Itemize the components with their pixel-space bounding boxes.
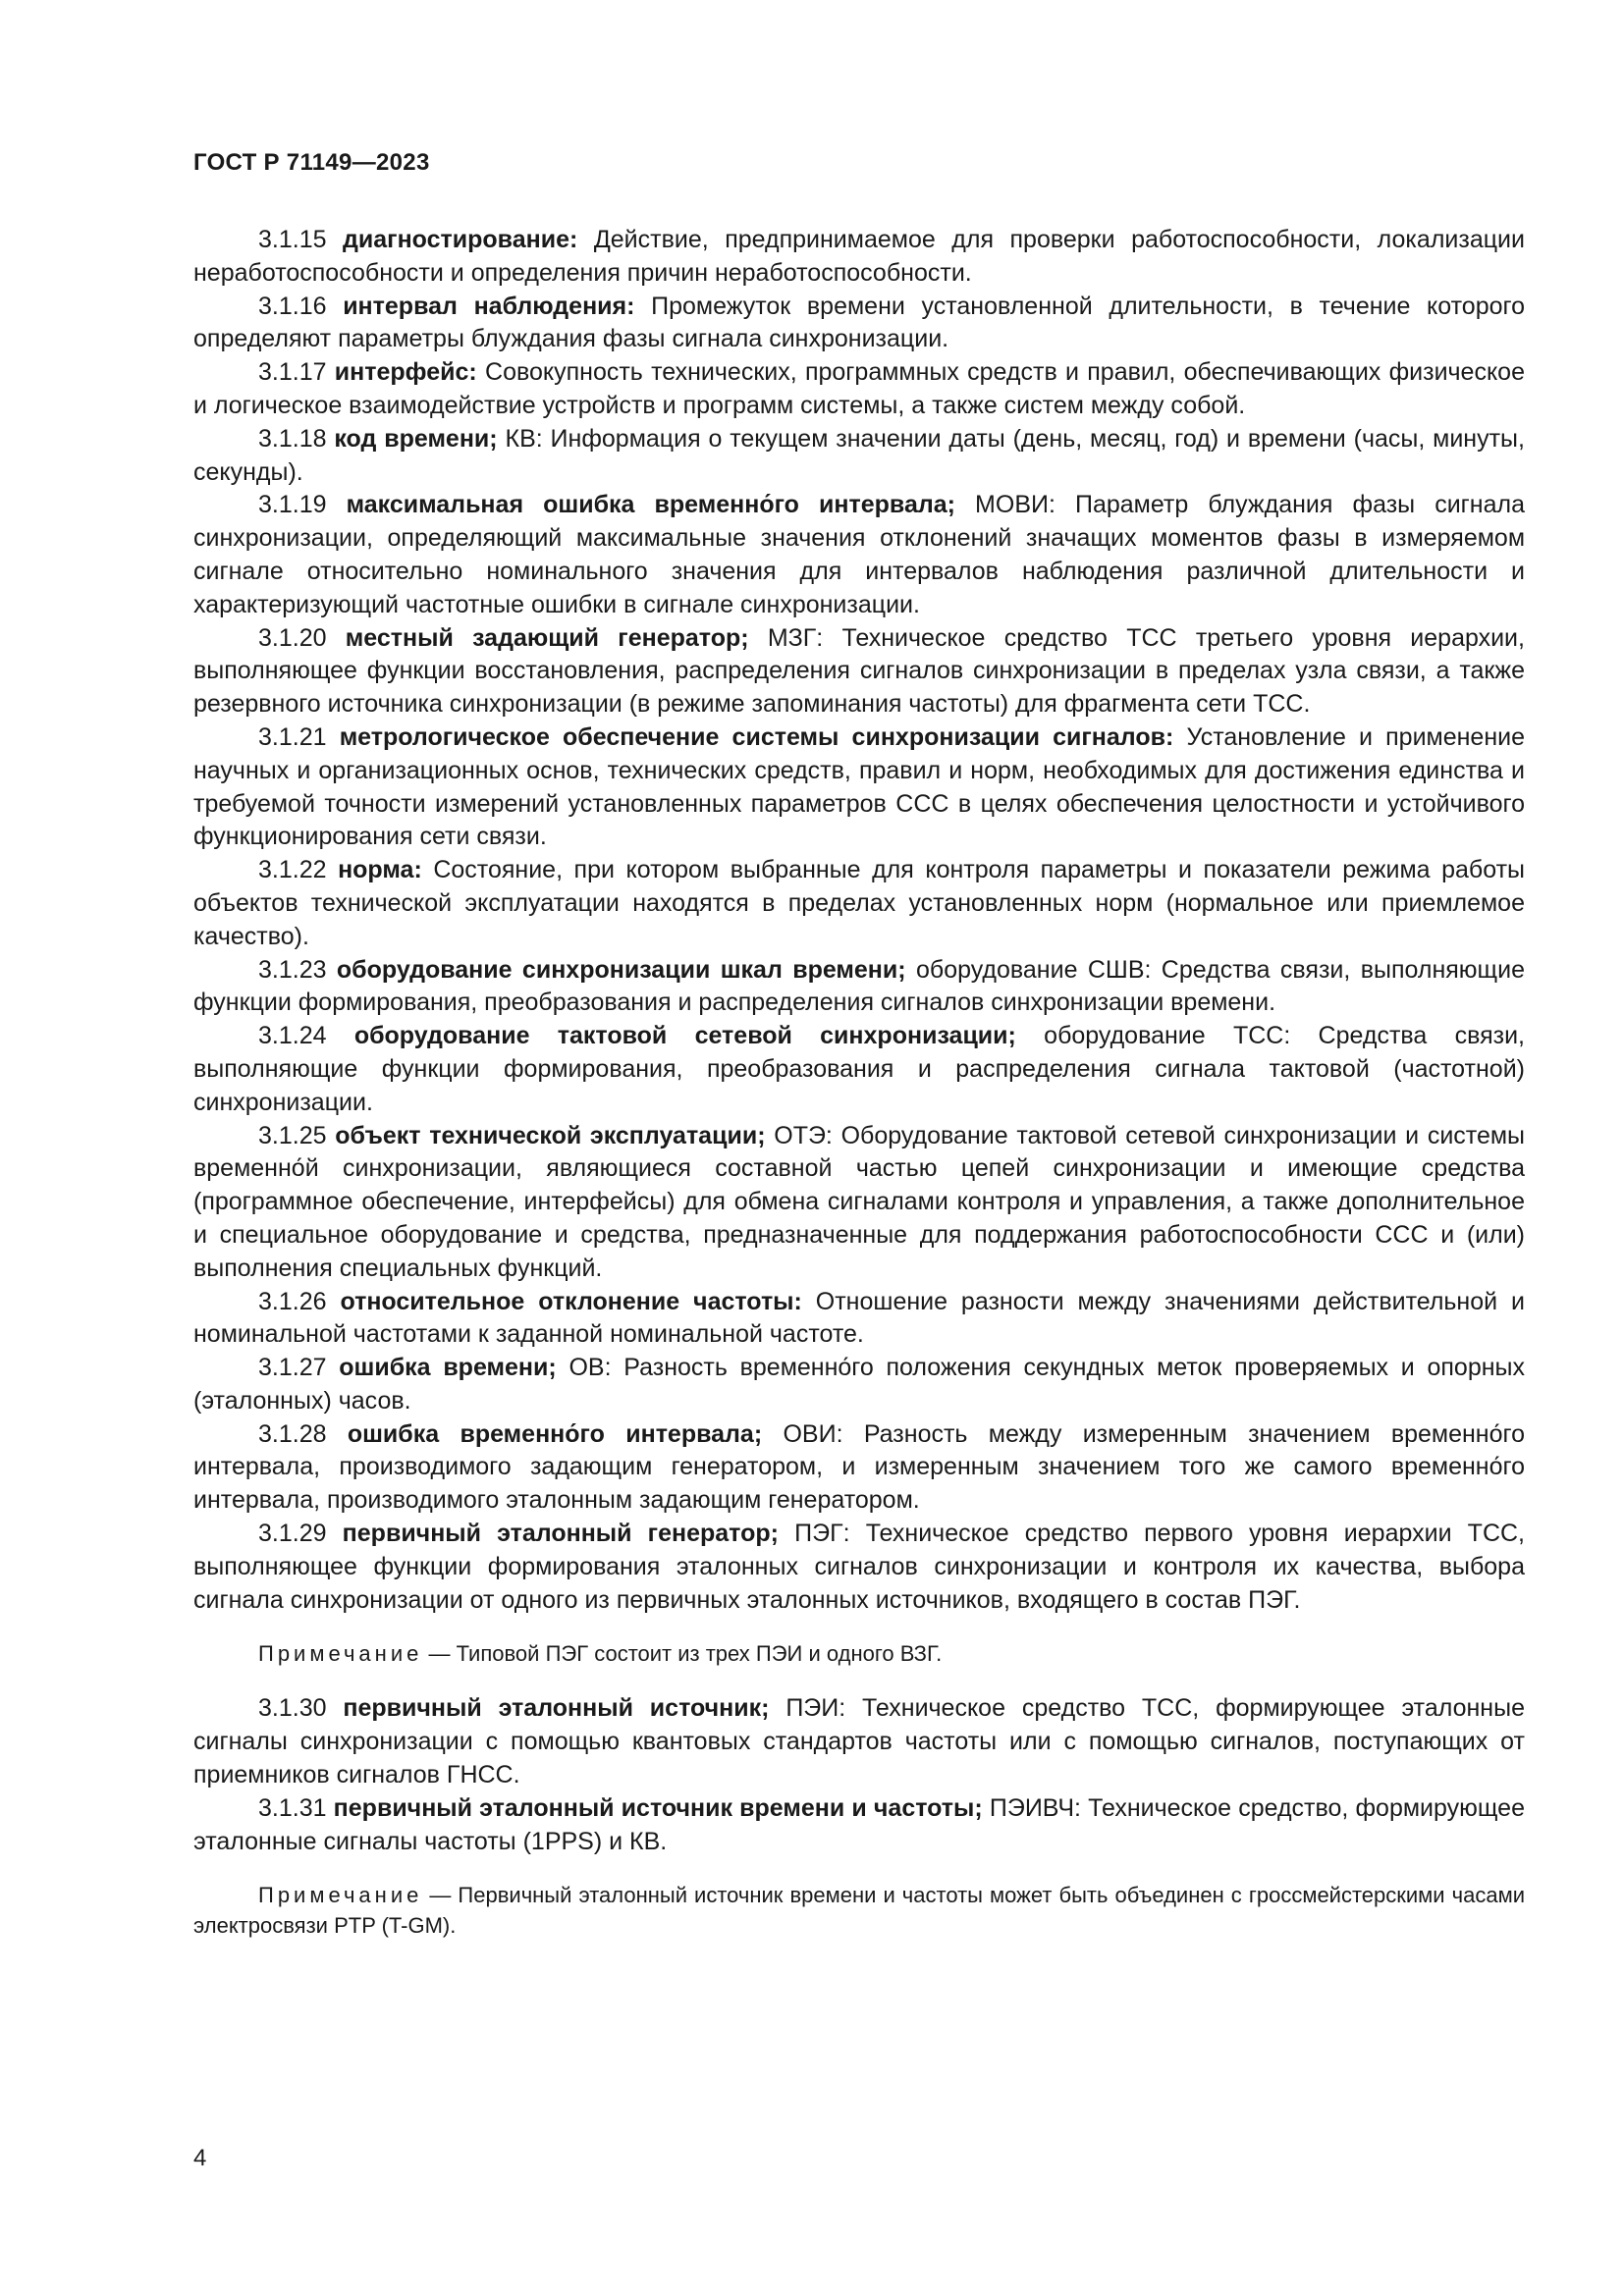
note-text: — Типовой ПЭГ состоит из трех ПЭИ и одного ВЗГ.: [428, 1641, 943, 1667]
definition-term: диагностирование:: [343, 226, 578, 253]
document-id: ГОСТ Р 71149—2023: [193, 149, 430, 176]
definition-number: 3.1.21: [258, 722, 327, 751]
definition-text: Совокупность технических, программных средств и правил, обеспечивающих физическое и логическое взаимодействие устройств и программ системы, а также систем между собой.: [193, 358, 1525, 419]
definition-term: метрологическое обеспечение системы синхронизации сигналов:: [339, 722, 1174, 751]
definition-term: ошибка времени;: [339, 1354, 557, 1382]
definition-term: относительное отклонение частоты:: [340, 1287, 802, 1315]
definition-text: КВ: Информация о текущем значении даты (день, месяц, год) и времени (часы, минуты, секунды).: [193, 424, 1525, 486]
definition-text: МОВИ: Параметр блуждания фазы сигнала синхронизации, определяющий максимальные значения отклонений значащих моментов фазы в измеряемом сигнале относительно номинального значения для интервалов наблюдения различной длительности и характеризующий частотные ошибки в сигнале синхронизации.: [193, 491, 1525, 618]
definition-text: оборудование ТСС: Средства связи, выполняющие функции формирования, преобразования и распределения сигнала тактовой (частотной) синхронизации.: [193, 1022, 1526, 1116]
definition-text: Отношение разности между значениями действительной и номинальной частотами к заданной номинальной частоте.: [193, 1287, 1525, 1349]
definition-term: код времени;: [334, 424, 498, 453]
definition-3-1-23: [193, 954, 1525, 1021]
definition-term: оборудование синхронизации шкал времени;: [336, 955, 906, 984]
definition-number: 3.1.27: [258, 1354, 327, 1382]
definition-3-1-30: [193, 1692, 1525, 1791]
definition-term: оборудование тактовой сетевой синхронизации;: [353, 1022, 1016, 1050]
definition-number: 3.1.20: [258, 623, 327, 652]
definition-number: 3.1.17: [258, 358, 327, 387]
definition-text: Действие, предпринимаемое для проверки работоспособности, локализации неработоспособности и определения причин неработоспособности.: [193, 226, 1525, 287]
definition-text: оборудование СШВ: Средства связи, выполняющие функции формирования, преобразования и распределения сигналов синхронизации времени.: [193, 955, 1525, 1017]
note-text: — Первичный эталонный источник времени и частоты может быть объединен с гроссмейстерскими часами электросвязи PTP (T-GM).: [193, 1883, 1525, 1939]
definition-number: 3.1.25: [258, 1121, 327, 1149]
definition-term: максимальная ошибка временно́го интервала;: [346, 491, 955, 519]
definition-text: Промежуток времени установленной длительности, в течение которого определяют параметры блуждания фазы сигнала синхронизации.: [193, 292, 1525, 353]
definition-3-1-15: [193, 224, 1525, 291]
definition-3-1-22: [193, 854, 1525, 953]
definition-number: 3.1.16: [258, 292, 327, 320]
note-label: Примечание: [258, 1641, 423, 1667]
definition-text: ОТЭ: Оборудование тактовой сетевой синхронизации и системы временно́й синхронизации, являющиеся составной частью цепей синхронизации и имеющие средства (программное обеспечение, интерфейсы) для обмена сигналами контроля и управления, а также дополнительное и специальное оборудование и средства, предназначенные для поддержания работоспособности ССС и (или) выполнения специальных функций.: [193, 1121, 1526, 1282]
definition-3-1-26: [193, 1286, 1525, 1353]
definition-number: 3.1.29: [258, 1520, 327, 1548]
definition-text: ОВ: Разность временно́го положения секундных меток проверяемых и опорных (эталонных) часов.: [193, 1354, 1525, 1415]
note-2: [193, 1880, 1525, 1941]
definition-3-1-19: [193, 489, 1525, 621]
definition-3-1-18: [193, 423, 1525, 490]
definition-term: норма:: [338, 856, 422, 884]
definition-text: Состояние, при котором выбранные для контроля параметры и показатели режима работы объектов технической эксплуатации находятся в пределах установленных норм (нормальное или приемлемое качество).: [193, 856, 1525, 950]
note-1: [193, 1638, 1525, 1669]
definition-term: первичный эталонный источник;: [343, 1694, 770, 1723]
definition-3-1-17: [193, 356, 1525, 423]
definition-number: 3.1.24: [258, 1022, 327, 1050]
definition-number: 3.1.26: [258, 1287, 327, 1315]
definition-term: интерфейс:: [334, 358, 477, 387]
definition-3-1-27: [193, 1352, 1525, 1418]
definition-3-1-29: [193, 1518, 1525, 1617]
definition-text: ПЭИВЧ: Техническое средство, формирующее эталонные сигналы частоты (1PPS) и КВ.: [193, 1793, 1525, 1855]
definition-text: Установление и применение научных и организационных основ, технических средств, правил и норм, необходимых для достижения единства и требуемой точности измерений установленных параметров ССС в целях обеспечения целостности и устойчивого функционирования сети связи.: [193, 722, 1526, 851]
page-number: 4: [193, 2145, 207, 2171]
definition-number: 3.1.22: [258, 856, 327, 884]
definition-number: 3.1.31: [258, 1793, 327, 1822]
definition-3-1-28: [193, 1418, 1525, 1518]
definition-term: первичный эталонный генератор;: [342, 1520, 779, 1548]
note-label: Примечание: [258, 1883, 423, 1908]
definition-number: 3.1.15: [258, 226, 327, 253]
definition-number: 3.1.28: [258, 1419, 327, 1448]
definition-term: ошибка временно́го интервала;: [347, 1419, 763, 1448]
definition-text: ПЭИ: Техническое средство ТСС, формирующее эталонные сигналы синхронизации с помощью квантовых стандартов частоты или с помощью сигналов, поступающих от приемников сигналов ГНСС.: [193, 1694, 1525, 1789]
definition-text: ОВИ: Разность между измеренным значением временно́го интервала, производимого задающим генератором, и измеренным значением того же самого временно́го интервала, производимого эталонным задающим генератором.: [193, 1419, 1525, 1515]
definition-term: интервал наблюдения:: [343, 292, 635, 320]
definition-term: первичный эталонный источник времени и частоты;: [333, 1793, 983, 1822]
definition-number: 3.1.18: [258, 424, 327, 453]
definition-3-1-25: [193, 1120, 1525, 1286]
definition-term: объект технической эксплуатации;: [335, 1121, 766, 1149]
definition-number: 3.1.23: [258, 955, 327, 984]
definition-text: МЗГ: Техническое средство ТСС третьего уровня иерархии, выполняющее функции восстановления, распределения сигналов синхронизации в пределах узла связи, а также резервного источника синхронизации (в режиме запоминания частоты) для фрагмента сети ТСС.: [193, 623, 1525, 719]
definition-3-1-16: [193, 291, 1525, 357]
definition-number: 3.1.30: [258, 1694, 327, 1723]
definition-3-1-24: [193, 1020, 1525, 1119]
definitions-section: [193, 224, 1525, 1964]
definition-3-1-21: [193, 721, 1525, 854]
definition-term: местный задающий генератор;: [345, 623, 749, 652]
definition-3-1-31: [193, 1792, 1525, 1859]
definition-number: 3.1.19: [258, 491, 327, 519]
definition-text: ПЭГ: Техническое средство первого уровня иерархии ТСС, выполняющее функции формирования эталонных сигналов синхронизации и контроля их качества, выбора сигнала синхронизации от одного из первичных эталонных источников, входящего в состав ПЭГ.: [193, 1520, 1526, 1614]
definition-3-1-20: [193, 622, 1525, 721]
